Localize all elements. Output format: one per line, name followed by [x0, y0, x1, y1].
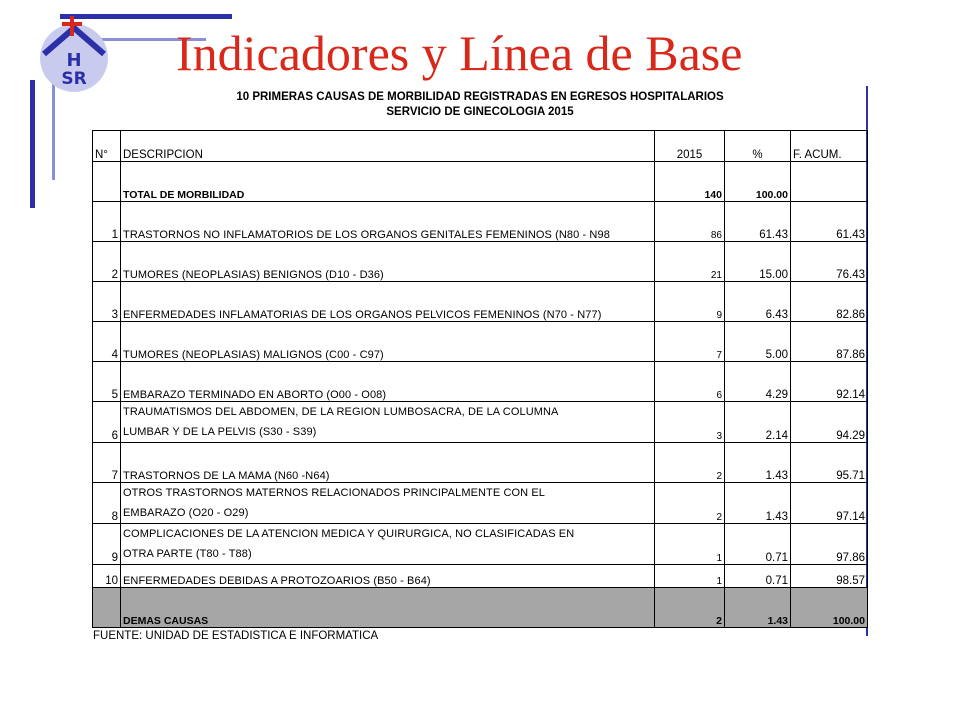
cell-empty [791, 162, 868, 202]
row-num: 7 [93, 443, 121, 483]
row-acum: 61.43 [791, 202, 868, 242]
row-count: 6 [655, 362, 725, 402]
report-heading-line1: 10 PRIMERAS CAUSAS DE MORBILIDAD REGISTRADAS EN EGRESOS HOSPITALARIOS [236, 91, 724, 103]
row-count: 21 [655, 242, 725, 282]
row-num: 8 [93, 483, 121, 524]
row-desc: TRASTORNOS NO INFLAMATORIOS DE LOS ORGANOS GENITALES FEMENINOS (N80 - N98 [121, 202, 655, 242]
col-header-desc: DESCRIPCION [121, 131, 655, 162]
row-desc: EMBARAZO TERMINADO EN ABORTO (O00 - O08) [121, 362, 655, 402]
row-num: 10 [93, 565, 121, 588]
table-row [93, 322, 868, 362]
others-label: DEMAS CAUSAS [121, 588, 655, 628]
logo-text-top: H [66, 50, 82, 71]
others-count: 2 [655, 588, 725, 628]
table-row [93, 524, 868, 565]
row-count: 7 [655, 322, 725, 362]
report-sheet [92, 86, 868, 642]
table-row [93, 565, 868, 588]
row-num: 9 [93, 524, 121, 565]
total-count: 140 [655, 162, 725, 202]
morbidity-table [92, 130, 868, 628]
table-header-row [93, 131, 868, 162]
col-header-num: N° [93, 131, 121, 162]
table-row [93, 483, 868, 524]
table-row [93, 282, 868, 322]
row-pct: 0.71 [725, 524, 791, 565]
row-desc-line1: COMPLICACIONES DE LA ATENCION MEDICA Y QUIRURGICA, NO CLASIFICADAS EN [123, 528, 575, 540]
row-pct: 6.43 [725, 282, 791, 322]
row-count: 9 [655, 282, 725, 322]
total-label: TOTAL DE MORBILIDAD [121, 162, 655, 202]
row-num: 3 [93, 282, 121, 322]
row-pct: 5.00 [725, 322, 791, 362]
table-row [93, 443, 868, 483]
col-header-pct: % [725, 131, 791, 162]
decorative-bar-left-secondary [52, 80, 55, 180]
row-desc [121, 483, 655, 524]
row-pct: 1.43 [725, 483, 791, 524]
row-pct: 1.43 [725, 443, 791, 483]
row-acum: 97.14 [791, 483, 868, 524]
row-desc: TUMORES (NEOPLASIAS) BENIGNOS (D10 - D36) [121, 242, 655, 282]
table-row-others [93, 588, 868, 628]
total-pct: 100.00 [725, 162, 791, 202]
row-desc-line1: TRAUMATISMOS DEL ABDOMEN, DE LA REGION LUMBOSACRA, DE LA COLUMNA [123, 406, 559, 418]
others-pct: 1.43 [725, 588, 791, 628]
row-count: 2 [655, 483, 725, 524]
row-num: 1 [93, 202, 121, 242]
report-heading-line2: SERVICIO DE GINECOLOGIA 2015 [386, 106, 574, 118]
table-row [93, 402, 868, 443]
row-desc: TRASTORNOS DE LA MAMA (N60 -N64) [121, 443, 655, 483]
cell-empty [93, 588, 121, 628]
row-pct: 61.43 [725, 202, 791, 242]
row-pct: 0.71 [725, 565, 791, 588]
row-pct: 2.14 [725, 402, 791, 443]
row-count: 3 [655, 402, 725, 443]
row-acum: 92.14 [791, 362, 868, 402]
row-pct: 4.29 [725, 362, 791, 402]
row-desc-line2: LUMBAR Y DE LA PELVIS (S30 - S39) [123, 426, 317, 438]
report-heading [92, 86, 868, 120]
row-acum: 82.86 [791, 282, 868, 322]
row-desc-line2: OTRA PARTE (T80 - T88) [123, 548, 252, 560]
row-pct: 15.00 [725, 242, 791, 282]
row-desc: TUMORES (NEOPLASIAS) MALIGNOS (C00 - C97) [121, 322, 655, 362]
row-num: 5 [93, 362, 121, 402]
row-acum: 95.71 [791, 443, 868, 483]
row-count: 86 [655, 202, 725, 242]
slide-title: Indicadores y Línea de Base [176, 25, 743, 81]
row-desc: ENFERMEDADES INFLAMATORIAS DE LOS ORGANOS PELVICOS FEMENINOS (N70 - N77) [121, 282, 655, 322]
row-count: 2 [655, 443, 725, 483]
row-count: 1 [655, 524, 725, 565]
row-num: 2 [93, 242, 121, 282]
table-row [93, 362, 868, 402]
table-row [93, 242, 868, 282]
row-acum: 98.57 [791, 565, 868, 588]
table-row-total [93, 162, 868, 202]
col-header-year: 2015 [655, 131, 725, 162]
hospital-logo-icon [34, 14, 114, 94]
logo-text-bottom: SR [61, 69, 87, 89]
col-header-acum: F. ACUM. [791, 131, 868, 162]
row-num: 4 [93, 322, 121, 362]
table-row [93, 202, 868, 242]
row-desc-line1: OTROS TRASTORNOS MATERNOS RELACIONADOS PRINCIPALMENTE CON EL [123, 487, 546, 499]
row-desc [121, 402, 655, 443]
row-desc [121, 524, 655, 565]
row-count: 1 [655, 565, 725, 588]
row-acum: 97.86 [791, 524, 868, 565]
row-acum: 94.29 [791, 402, 868, 443]
row-desc: ENFERMEDADES DEBIDAS A PROTOZOARIOS (B50 - B64) [121, 565, 655, 588]
row-desc-line2: EMBARAZO (O20 - O29) [123, 507, 249, 519]
cell-empty [93, 162, 121, 202]
row-num: 6 [93, 402, 121, 443]
others-acum: 100.00 [791, 588, 868, 628]
row-acum: 87.86 [791, 322, 868, 362]
source-note: FUENTE: UNIDAD DE ESTADISTICA E INFORMATICA [93, 630, 379, 642]
decorative-bar-left [30, 80, 35, 208]
row-acum: 76.43 [791, 242, 868, 282]
